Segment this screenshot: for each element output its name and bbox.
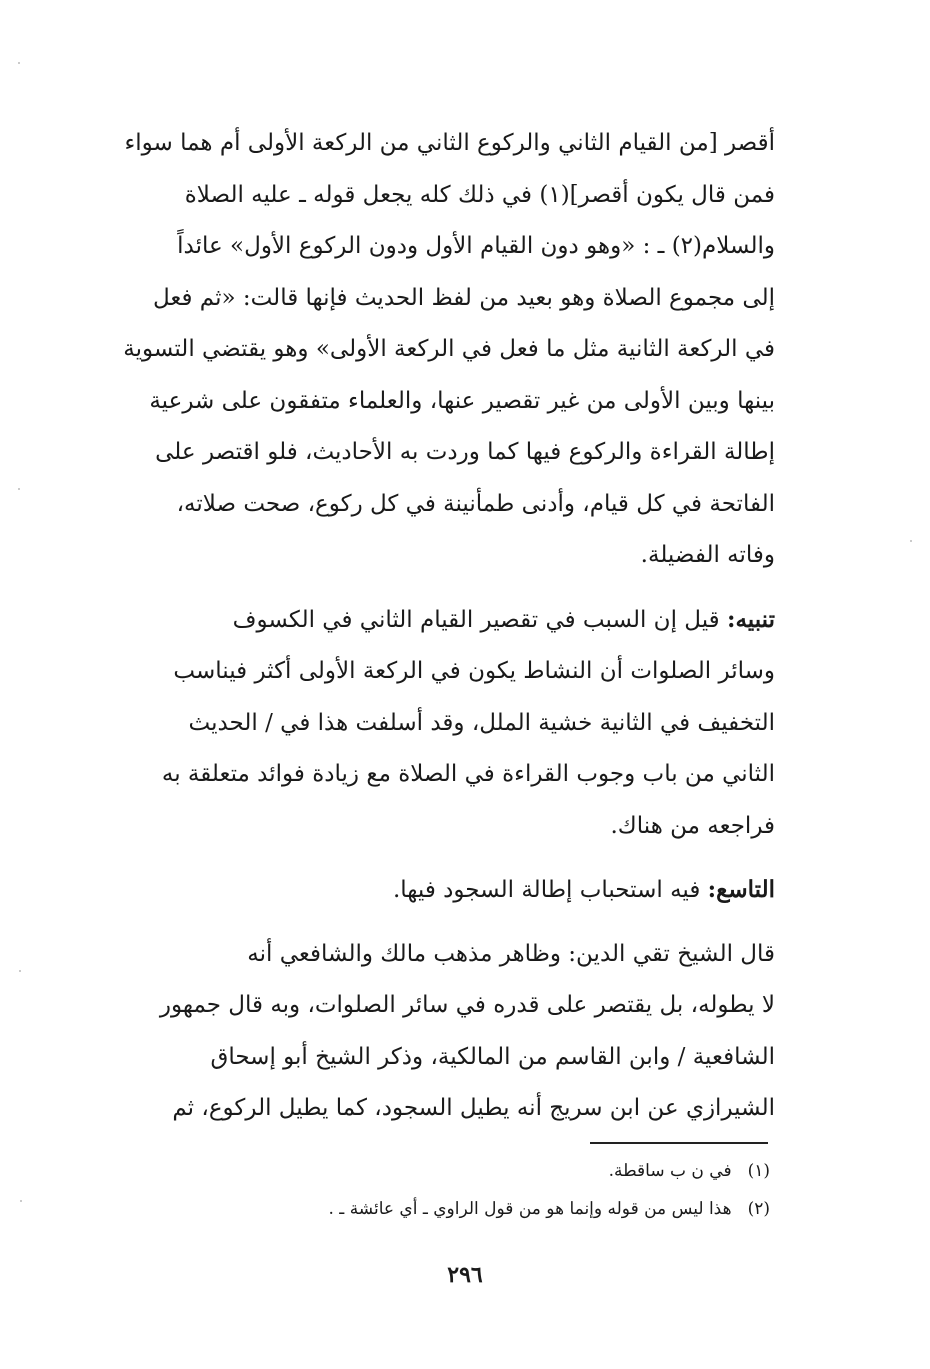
- footnote-text: هذا ليس من قوله وإنما هو من قول الراوي ـ أي عائشة ـ .: [328, 1199, 732, 1219]
- text-line: إلى مجموع الصلاة وهو بعيد من لفظ الحديث فإنها قالت: «ثم فعل: [152, 284, 775, 311]
- text-line: في الركعة الثانية مثل ما فعل في الركعة الأولى» وهو يقتضي التسوية: [123, 336, 775, 362]
- paragraph-1: [100, 118, 775, 582]
- text-line: أقصر [من القيام الثاني والركوع الثاني من الركعة الأولى أم هما سواء: [124, 130, 775, 156]
- text-line: فمن قال يكون أقصر](١) في ذلك كله يجعل قوله ـ عليه الصلاة: [184, 181, 775, 208]
- page-body: [100, 118, 775, 1135]
- footnote-text: في ن ب ساقطة.: [608, 1161, 732, 1181]
- footnote-number: (١): [747, 1161, 770, 1181]
- paragraph-tanbih: [100, 594, 775, 853]
- footnote-1: [150, 1152, 770, 1190]
- text-segment: فيه استحباب إطالة السجود فيها.: [392, 877, 708, 903]
- paragraph-tasi: [100, 864, 775, 917]
- text-line: [100, 594, 775, 647]
- scan-speck: [18, 62, 20, 64]
- text-line: [100, 864, 775, 917]
- footnote-number: (٢): [747, 1199, 770, 1219]
- text-line: بينها وبين الأولى من غير تقصير عنها، والعلماء متفقون على شرعية: [149, 387, 775, 414]
- scan-speck: [19, 970, 21, 972]
- lead-term: التاسع:: [707, 876, 775, 903]
- text-line: لا يطوله، بل يقتصر على قدره في سائر الصلوات، وبه قال جمهور: [159, 992, 775, 1018]
- text-line: الفاتحة في كل قيام، وأدنى طمأنينة في كل ركوع، صحت صلاته،: [176, 490, 775, 517]
- scan-speck: [18, 488, 20, 490]
- paragraph-4: [100, 929, 775, 1135]
- text-line: والسلام(٢) ـ : «وهو دون القيام الأول ودون الركوع الأول» عائداً: [177, 233, 775, 259]
- text-line: وفاته الفضيلة.: [640, 542, 775, 568]
- scan-speck: [20, 1200, 22, 1202]
- lead-term: تنبيه:: [726, 605, 775, 633]
- footnote-2: [150, 1190, 770, 1228]
- text-line: إطالة القراءة والركوع فيها كما وردت به الأحاديث، فلو اقتصر على: [155, 439, 775, 465]
- page-number: ٢٩٦: [447, 1262, 483, 1288]
- text-line: فراجعه من هناك.: [610, 812, 775, 839]
- text-line: وسائر الصلوات أن النشاط يكون في الركعة الأولى أكثر فيناسب: [173, 658, 775, 684]
- text-line: الثاني من باب وجوب القراءة في الصلاة مع زيادة فوائد متعلقة به: [161, 761, 775, 787]
- text-line: قال الشيخ تقي الدين: وظاهر مذهب مالك والشافعي أنه: [247, 940, 775, 967]
- text-segment: قيل إن السبب في تقصير القيام الثاني في الكسوف: [232, 606, 727, 633]
- scan-speck: [910, 540, 912, 542]
- text-line: التخفيف في الثانية خشية الملل، وقد أسلفت هذا في / الحديث: [188, 709, 775, 736]
- footnotes: [150, 1152, 770, 1228]
- text-line: الشافعية / وابن القاسم من المالكية، وذكر الشيخ أبو إسحاق: [210, 1043, 775, 1070]
- footnote-separator: [590, 1142, 768, 1144]
- text-line: الشيرازي عن ابن سريج أنه يطيل السجود، كما يطيل الركوع، ثم: [172, 1095, 775, 1121]
